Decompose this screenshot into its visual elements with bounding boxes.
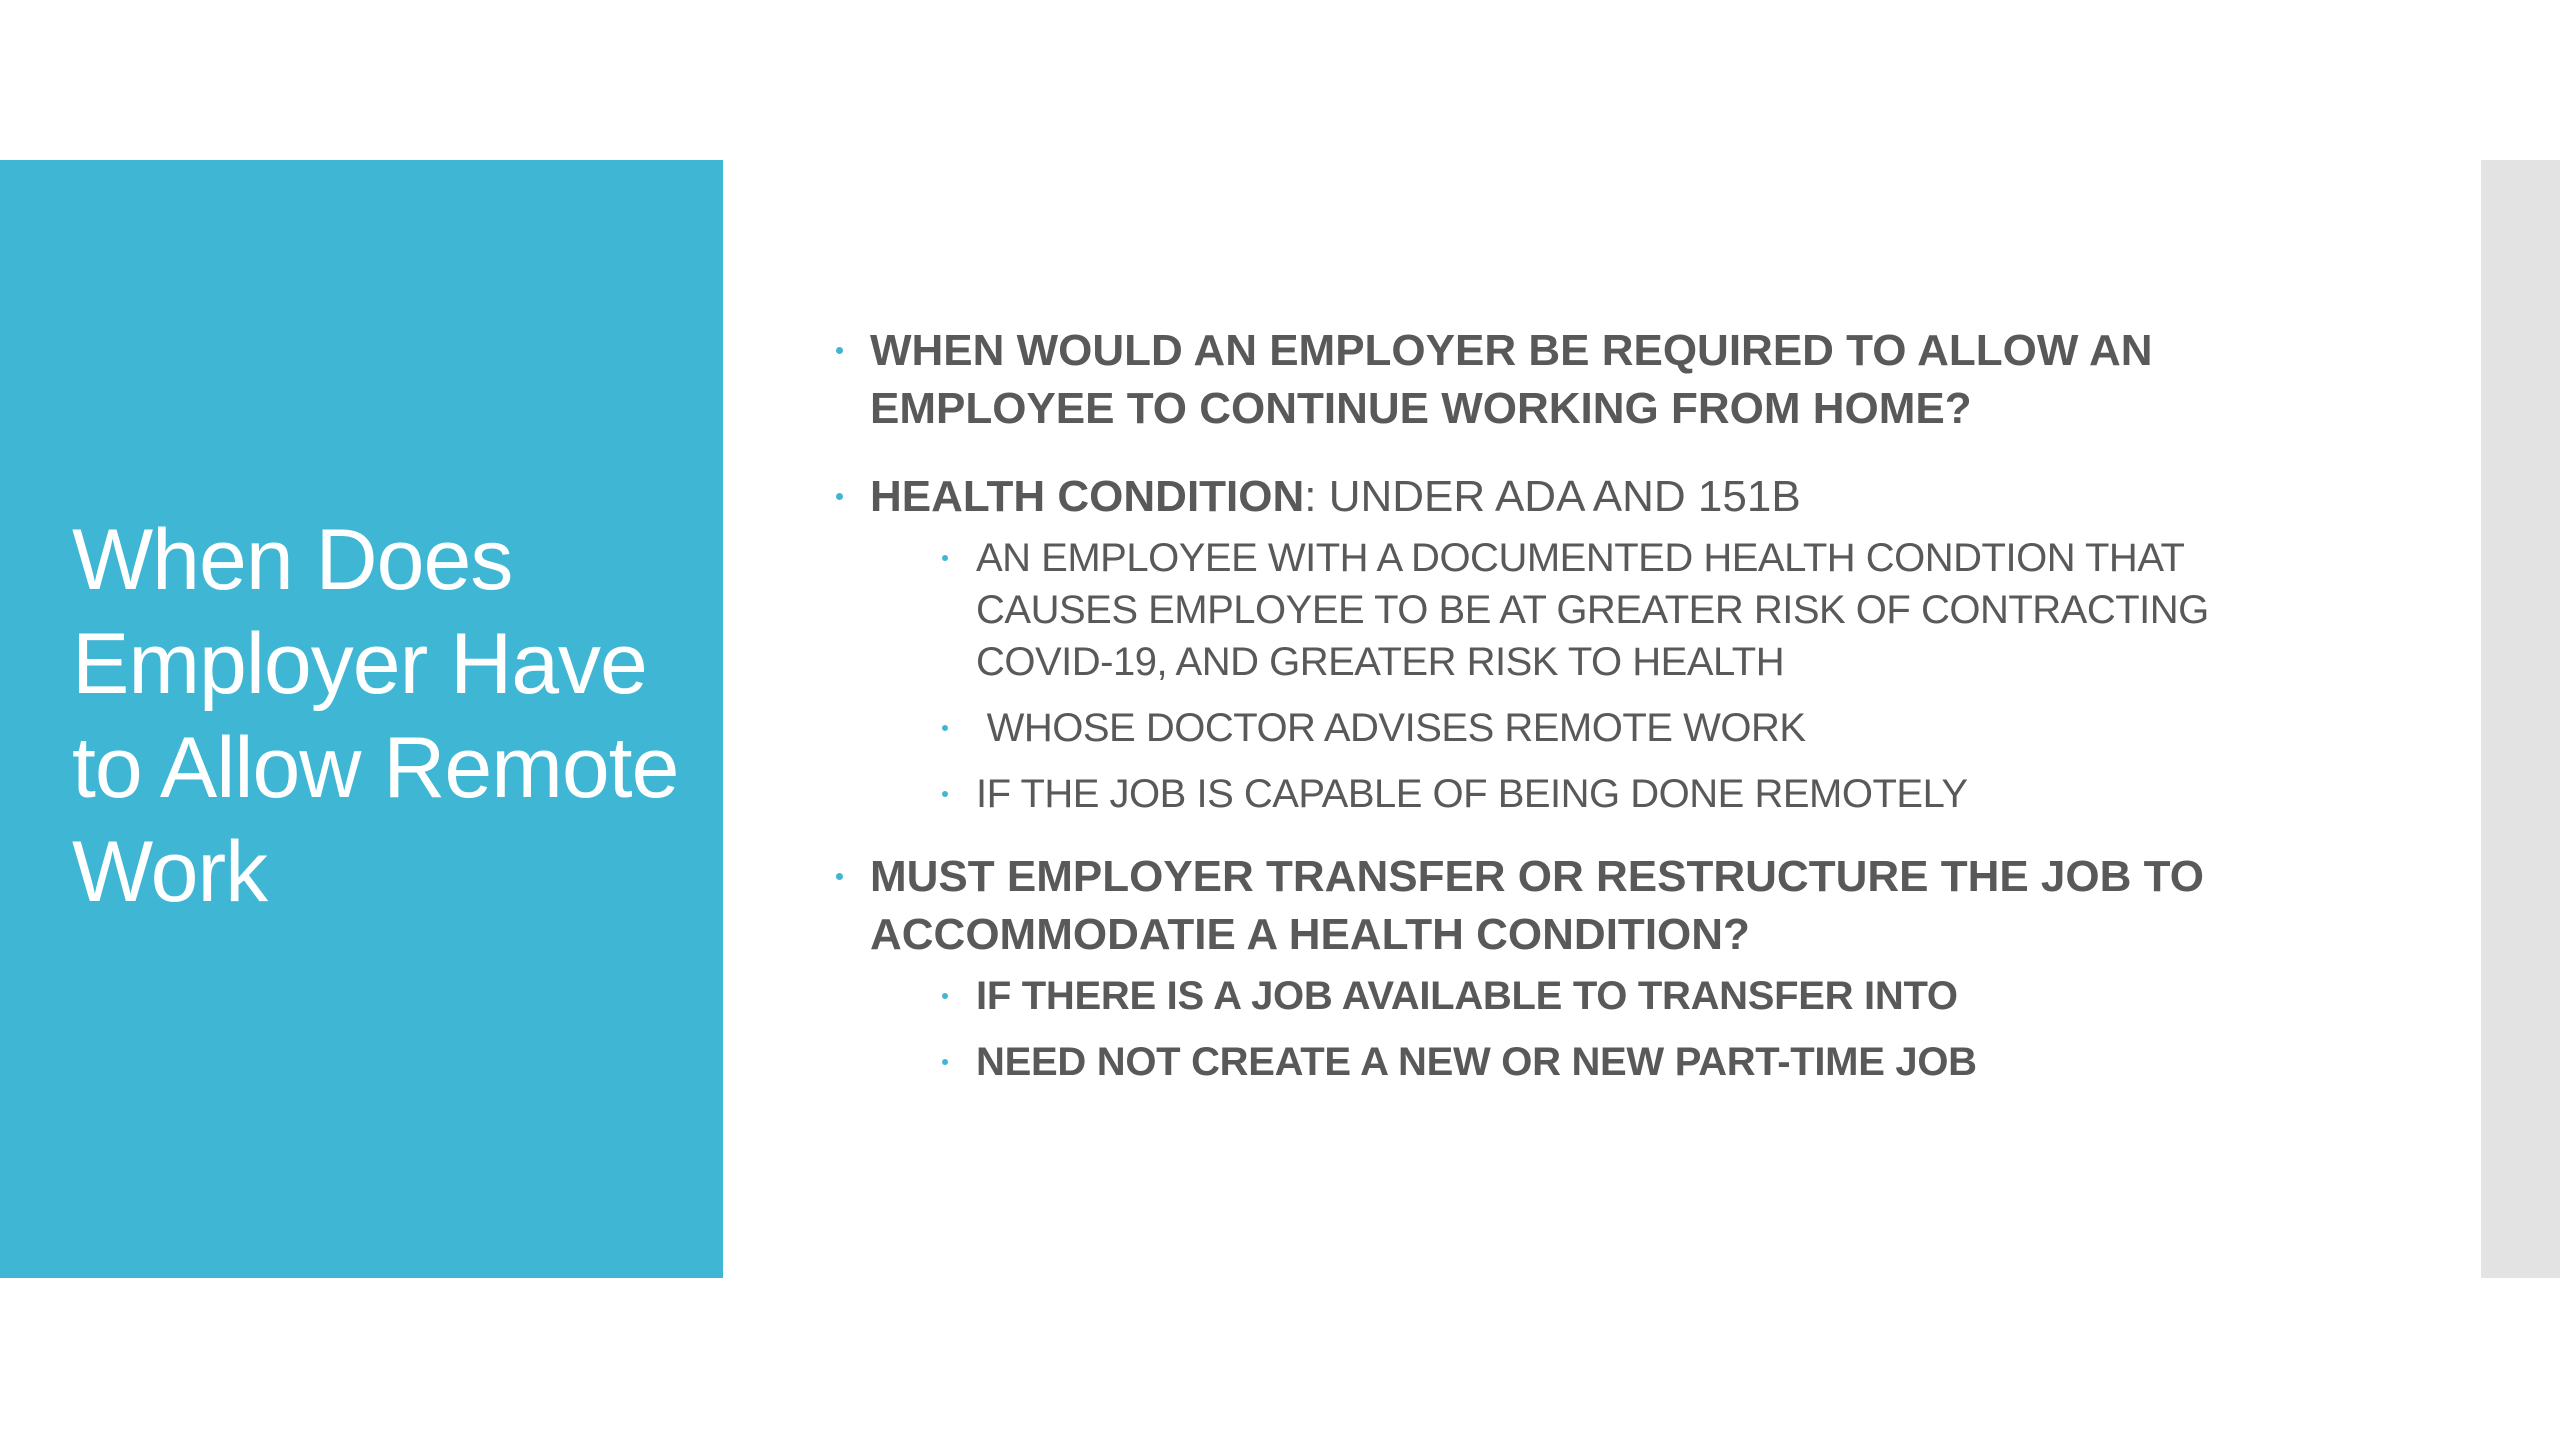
sub-bullet-job-available [976, 970, 2330, 1022]
bullet-health-condition [830, 468, 2330, 526]
sub-bullet-text: IF THERE IS A JOB AVAILABLE TO TRANSFER INTO [976, 974, 1958, 1018]
sub-bullet-job-capable-remote [976, 768, 2330, 820]
sub-bullet-text: NEED NOT CREATE A NEW OR NEW PART-TIME JOB [976, 1040, 1977, 1084]
sub-bullet-text: AN EMPLOYEE WITH A DOCUMENTED HEALTH CONDTION THAT CAUSES EMPLOYEE TO BE AT GREATER RISK OF CONTRACTING COVID-19, AND GREATER RISK TO HEALTH [976, 536, 2209, 684]
sub-bullet-doctor-advises [976, 702, 2330, 754]
sub-bullet-documented-condition [976, 532, 2330, 688]
bullet-transfer-question [830, 848, 2330, 964]
sub-bullet-no-new-job [976, 1036, 2330, 1088]
bullet-heading: HEALTH CONDITION [870, 472, 1305, 521]
sub-bullet-text: WHOSE DOCTOR ADVISES REMOTE WORK [976, 706, 1806, 750]
right-side-strip [2481, 160, 2560, 1278]
sub-bullet-text: IF THE JOB IS CAPABLE OF BEING DONE REMOTELY [976, 772, 1968, 816]
bullet-text: MUST EMPLOYER TRANSFER OR RESTRUCTURE THE JOB TO ACCOMMODATIE A HEALTH CONDITION? [870, 852, 2204, 959]
bullet-text: : UNDER ADA AND 151B [1304, 472, 1801, 521]
slide-title: When Does Employer Have to Allow Remote Work [72, 512, 679, 920]
slide-content [830, 322, 2330, 1088]
bullet-remote-requirement-question [830, 322, 2330, 438]
bullet-text: WHEN WOULD AN EMPLOYER BE REQUIRED TO ALLOW AN EMPLOYEE TO CONTINUE WORKING FROM HOME? [870, 326, 2153, 433]
